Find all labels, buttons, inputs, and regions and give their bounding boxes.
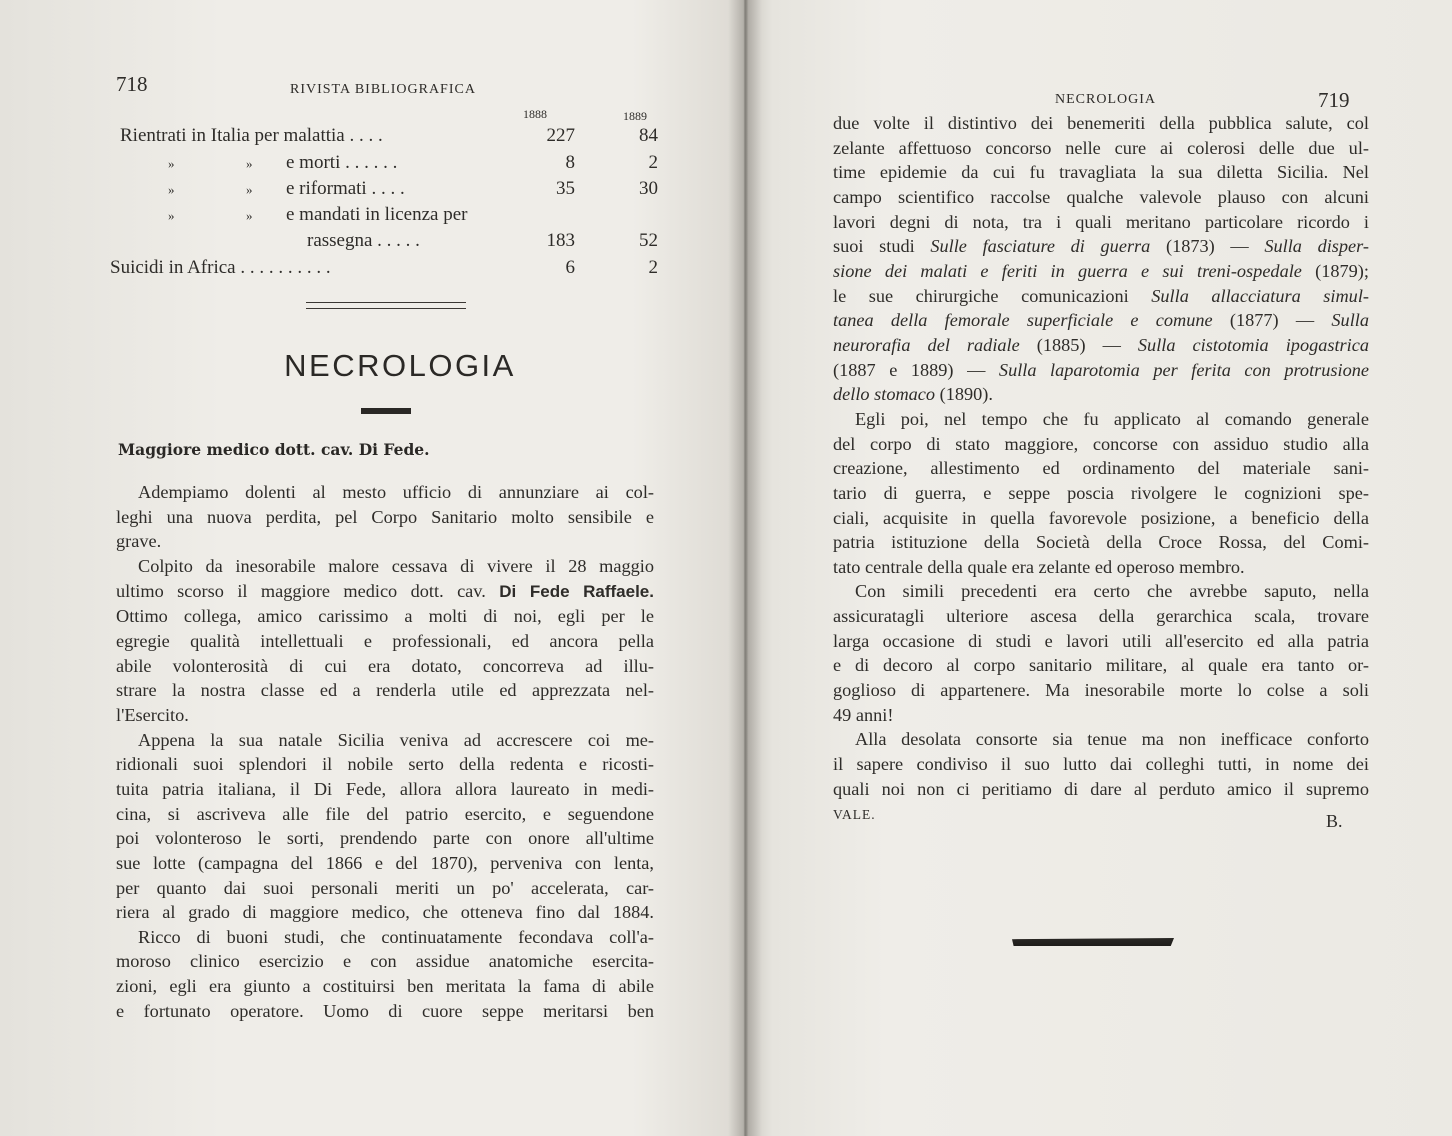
- line-text: leghi una nuova perdita, pel Corpo Sanitario molto sensibile e: [116, 506, 654, 527]
- line-text: il sapere condiviso il suo lutto dai colleghi tutti, in nome dei: [833, 754, 1369, 775]
- text-line: [833, 629, 1369, 654]
- text-line: [833, 506, 1369, 531]
- line-tail: (1890).: [939, 384, 993, 405]
- text-line: [116, 826, 654, 851]
- line-tail: (1879);: [1315, 260, 1369, 281]
- line-italic-tail: Sulle fasciature di guerra: [930, 236, 1151, 257]
- line-text: Alla desolata consorte sia tenue ma non inefficace conforto: [855, 729, 1369, 750]
- text-line: [833, 432, 1369, 457]
- row-label: e mandati in licenza per: [286, 204, 468, 225]
- text-line: [116, 876, 654, 901]
- line-text: e fortunato operatore. Uomo di cuore seppe meritarsi ben: [116, 1000, 654, 1021]
- text-line: [116, 529, 654, 554]
- line-text: assicuratagli ulteriore ascesa della gerarchica scala, trovare: [833, 606, 1369, 627]
- line-text: Adempiamo dolenti al mesto ufficio di annunziare ai col-: [138, 482, 654, 502]
- text-line: [833, 382, 1369, 407]
- text-line: [833, 407, 1369, 432]
- year-header-1888: 1888: [523, 107, 547, 121]
- line-text: Ricco di buoni studi, che continuatamente fecondava coll'a-: [138, 926, 654, 947]
- text-line: [833, 333, 1369, 358]
- text-line: [833, 752, 1369, 777]
- line-text: zioni, egli era giunto a costituirsi ben meritata la fama di abile: [116, 976, 654, 997]
- text-line: [116, 579, 654, 605]
- line-italic-tail: Sulla allacciatura simul-: [1151, 285, 1369, 306]
- ditto-mark: »: [246, 182, 253, 197]
- text-line: [833, 160, 1369, 185]
- value-1888: 227: [546, 125, 575, 146]
- ditto-mark: »: [168, 208, 175, 223]
- text-line: [116, 480, 654, 505]
- line-text: 49 anni!: [833, 704, 894, 725]
- text-line: [833, 308, 1369, 333]
- text-line: [116, 802, 654, 827]
- text-line: [833, 530, 1369, 555]
- line-text: per quanto dai suoi personali meriti un po' accelerata, car-: [116, 877, 654, 898]
- line-italic: sione dei malati e feriti in guerra e sui treni-ospedale: [833, 260, 1302, 281]
- text-line: [833, 185, 1369, 210]
- line-text: lavori degni di nota, tra i quali meritano particolare ricordo i: [833, 211, 1369, 232]
- text-line: [833, 801, 1369, 828]
- text-line: [833, 653, 1369, 678]
- ditto-mark: »: [246, 156, 253, 171]
- line-text: goglioso di appartenere. Ma inesorabile morte lo colse a soli: [833, 680, 1369, 701]
- obituary-heading: Maggiore medico dott. cav. Di Fede.: [118, 440, 430, 459]
- line-text: l'Esercito.: [116, 704, 189, 725]
- value-1888: 183: [546, 230, 575, 251]
- row-label: Rientrati in Italia per malattia . . . .: [120, 125, 383, 146]
- line-text: cina, si ascriveva alle file del patrio esercito, e seguendone: [116, 803, 654, 824]
- text-line: [833, 481, 1369, 506]
- line-text: larga occasione di studi e lavori utili all'esercito ed alla patria: [833, 630, 1369, 651]
- table-row: [110, 125, 670, 151]
- line-text: creazione, allestimento ed ordinamento del materiale sani-: [833, 458, 1369, 479]
- text-line: [116, 949, 654, 974]
- text-line: [833, 456, 1369, 481]
- line-text: e di decoro al corpo sanitario militare, al quale era tanto or-: [833, 655, 1369, 676]
- line-italic-tail: Sulla disper-: [1264, 236, 1370, 257]
- value-1888: 35: [556, 178, 575, 199]
- left-body-text: [116, 480, 654, 1023]
- line-text: due volte il distintivo dei benemeriti della pubblica salute, col: [833, 113, 1369, 133]
- text-line: [116, 900, 654, 925]
- text-line: [116, 703, 654, 728]
- row-label: e riformati . . . .: [286, 178, 405, 199]
- text-line: [116, 678, 654, 703]
- row-label: rassegna . . . . .: [307, 230, 420, 251]
- text-line: [116, 505, 654, 530]
- right-running-head: NECROLOGIA: [1055, 92, 1156, 107]
- text-line: [833, 579, 1369, 604]
- row-label: Suicidi in Africa . . . . . . . . . .: [110, 257, 331, 278]
- line-tail: (1885) —: [1036, 334, 1121, 355]
- line-text: egregie qualità intellettuali e professionali, ed ancora pella: [116, 630, 654, 651]
- line-text: Appena la sua natale Sicilia veniva ad accrescere coi me-: [138, 729, 654, 750]
- text-line: [116, 777, 654, 802]
- text-line: [116, 851, 654, 876]
- line-text: tato centrale della quale era zelante ed operoso membro.: [833, 556, 1245, 577]
- text-line: [116, 752, 654, 777]
- text-line: [833, 678, 1369, 703]
- signature: B.: [1326, 811, 1343, 831]
- book-gutter: [728, 0, 762, 1136]
- left-page-number: 718: [116, 72, 148, 96]
- line-text: abile volonterosità di cui era dotato, concorreva ad illu-: [116, 655, 654, 676]
- line-text: Con simili precedenti era certo che avrebbe saputo, nella: [855, 581, 1369, 602]
- table-row: [110, 257, 670, 283]
- text-line: [116, 925, 654, 950]
- line-text: Egli poi, nel tempo che fu applicato al comando generale: [855, 408, 1369, 429]
- line-text: time epidemie da cui fu travagliata la sua diletta Sicilia. Nel: [833, 162, 1369, 183]
- line-text: Ottimo collega, amico carissimo a molti di noi, egli per le: [116, 606, 654, 627]
- text-line: [833, 555, 1369, 580]
- line-italic: neurorafia del radiale: [833, 334, 1020, 355]
- line-text: quali noi non ci peritiamo di dare al perduto amico il supremo: [833, 778, 1369, 799]
- text-line: [833, 703, 1369, 728]
- line-text: ridionali suoi splendori il nobile serto della redenta e ricosti-: [116, 754, 654, 775]
- end-ornament-bar: [1012, 938, 1174, 946]
- value-1889: 52: [639, 230, 658, 251]
- table-row: [110, 178, 670, 204]
- line-italic-tail: Sulla cistotomia ipogastrica: [1137, 334, 1370, 355]
- table-row: [110, 152, 670, 178]
- line-tail: (1877) —: [1229, 310, 1315, 331]
- text-line: [833, 259, 1369, 284]
- line-text: strare la nostra classe ed a renderla utile ed apprezzata nel-: [116, 680, 654, 701]
- title-underline-bar: [361, 408, 411, 414]
- text-line: [116, 604, 654, 629]
- value-1889: 84: [639, 125, 658, 146]
- line-italic: tanea della femorale superficiale e comune: [833, 310, 1213, 331]
- ditto-mark: »: [168, 182, 175, 197]
- right-body-text: [833, 111, 1369, 828]
- line-text: tario di guerra, e seppe poscia rivolgere le cognizioni spe-: [833, 482, 1369, 503]
- text-line: [833, 777, 1369, 802]
- left-running-head: RIVISTA BIBLIOGRAFICA: [290, 82, 476, 97]
- text-line: [833, 210, 1369, 235]
- line-text: le sue chirurgiche comunicazioni: [833, 285, 1129, 306]
- value-1889: 2: [648, 152, 658, 173]
- text-line: [833, 136, 1369, 161]
- text-line: [116, 999, 654, 1024]
- line-tail: (1873) —: [1165, 236, 1249, 257]
- line-text: Colpito da inesorabile malore cessava di vivere il 28 maggio: [138, 555, 654, 576]
- line-text: suoi studi: [833, 236, 915, 257]
- line-italic-tail: Sulla laparotomia per ferita con protrusione: [998, 359, 1369, 380]
- table-row: [110, 204, 670, 230]
- line-text: sue lotte (campagna del 1866 e del 1870), perveniva con lenta,: [116, 852, 654, 873]
- text-line: [116, 554, 654, 579]
- right-page-number: 719: [1318, 88, 1350, 112]
- row-label: e morti . . . . . .: [286, 152, 398, 173]
- text-line: [833, 604, 1369, 629]
- line-text: campo scientifico raccolse qualche valevole plauso con alcuni: [833, 186, 1369, 207]
- ditto-mark: »: [246, 208, 253, 223]
- person-name: Di Fede Raffaele.: [499, 581, 654, 601]
- text-line: [833, 358, 1369, 383]
- line-text: (1887 e 1889) —: [833, 359, 986, 380]
- text-line: [116, 974, 654, 999]
- ditto-mark: »: [168, 156, 175, 171]
- line-italic: dello stomaco: [833, 384, 936, 405]
- table-row: [110, 230, 670, 256]
- line-text: del corpo di stato maggiore, concorse con assiduo studio alla: [833, 433, 1369, 454]
- text-line: [833, 234, 1369, 259]
- line-text: tuita patria italiana, il Di Fede, allora allora laureato in medi-: [116, 778, 654, 799]
- text-line: [833, 727, 1369, 752]
- value-1889: 2: [648, 257, 658, 278]
- line-text: patria istituzione della Società della Croce Rossa, del Comi-: [833, 532, 1369, 553]
- value-1889: 30: [639, 178, 658, 199]
- text-line: [116, 629, 654, 654]
- line-smallcaps: VALE.: [833, 807, 876, 823]
- line-text: ultimo scorso il maggiore medico dott. cav.: [116, 580, 486, 601]
- line-text: zelante affettuoso concorso nelle cure ai colerosi delle due ul-: [833, 137, 1369, 158]
- text-line: [833, 111, 1369, 136]
- section-title: NECROLOGIA: [284, 348, 516, 383]
- value-1888: 6: [565, 257, 575, 278]
- line-text: poi volonteroso le sorti, prendendo parte con onore all'ultime: [116, 828, 654, 849]
- year-header-1889: 1889: [623, 109, 647, 123]
- text-line: [116, 654, 654, 679]
- line-text: grave.: [116, 531, 162, 552]
- text-line: [116, 728, 654, 753]
- double-rule-divider: [306, 302, 466, 309]
- line-italic-tail: Sulla: [1331, 310, 1369, 331]
- text-line: [833, 284, 1369, 309]
- line-text: ciali, acquisite in quella favorevole posizione, a beneficio della: [833, 507, 1369, 528]
- value-1888: 8: [565, 152, 575, 173]
- line-text: riera al grado di maggiore medico, che otteneva fino dal 1884.: [116, 902, 654, 923]
- line-text: moroso clinico esercizio e con assidue anatomiche esercita-: [116, 951, 654, 972]
